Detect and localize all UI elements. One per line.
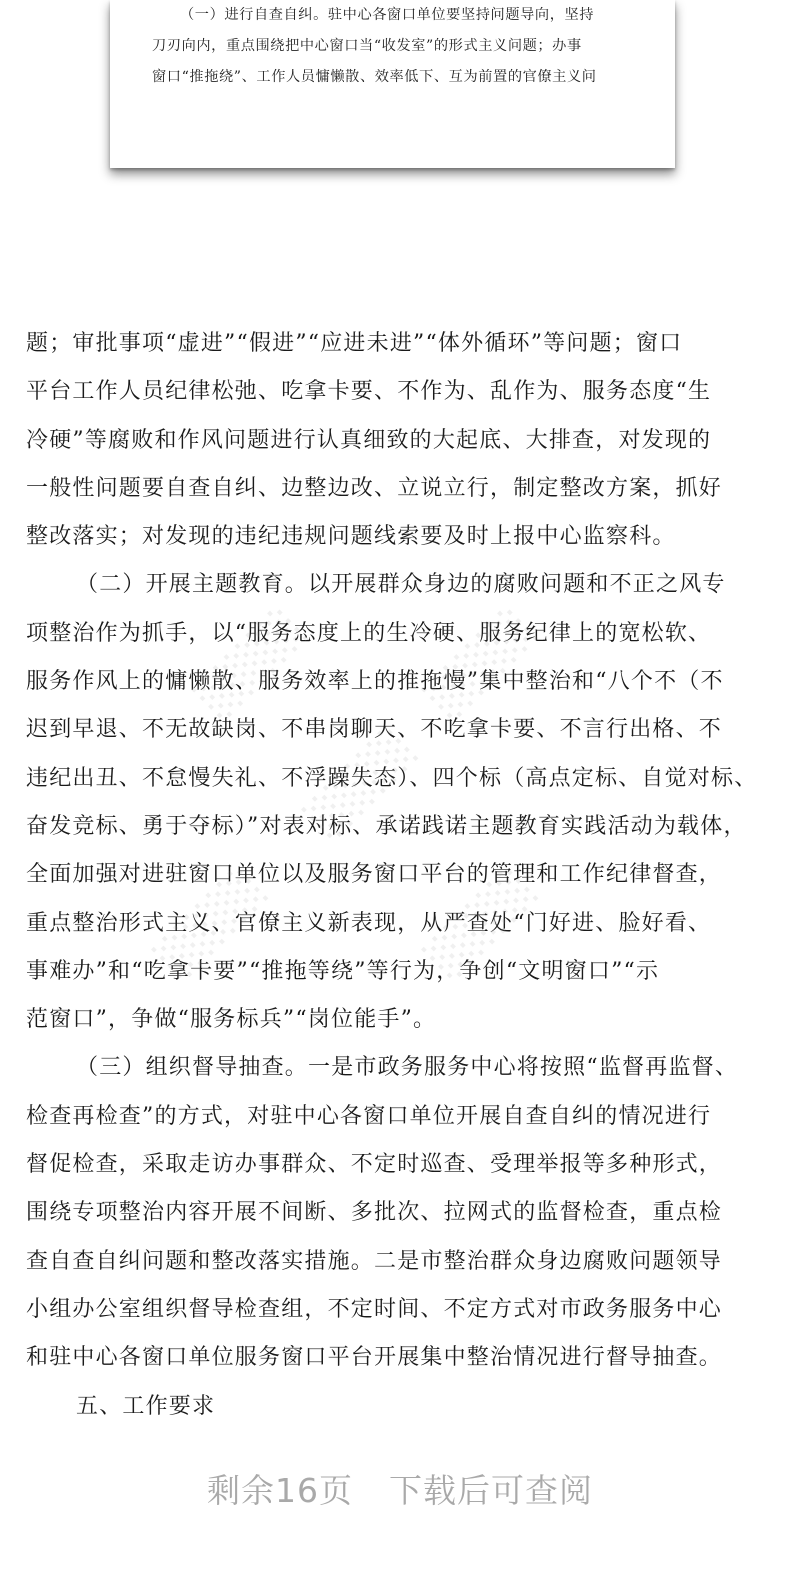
section-2-heading-line: （二）开展主题教育。以开展群众身边的腐败问题和不正之风专 — [76, 572, 726, 598]
previous-page-text — [152, 0, 632, 93]
body-line: 范窗口”，争做“服务标兵”“岗位能手”。 — [26, 1007, 437, 1033]
body-line: 冷硬”等腐败和作风问题进行认真细致的大起底、大排查，对发现的 — [26, 427, 712, 453]
watermark-graphic: ░░░░ — [151, 863, 272, 983]
remaining-pages-label: 剩余16页 — [207, 1471, 353, 1510]
body-line: 检查再检查”的方式，对驻中心各窗口单位开展自查自纠的情况进行 — [26, 1103, 712, 1129]
watermark-graphic: ░░░░ — [421, 863, 542, 983]
document-body — [26, 320, 771, 1431]
body-line: 迟到早退、不无故缺岗、不串岗聊天、不吃拿卡要、不言行出格、不 — [26, 717, 723, 743]
card-line: （一）进行自查自纠。驻中心各窗口单位要坚持问题导向，坚持 — [180, 7, 595, 23]
body-line: 项整治作为抓手，以“服务态度上的生冷硬、服务纪律上的宽松软、 — [26, 620, 712, 646]
card-line: 窗口“推拖绕”、工作人员慵懒散、效率低下、互为前置的官僚主义问 — [152, 69, 597, 85]
download-to-read-more-button[interactable] — [0, 1465, 800, 1512]
body-line: 服务作风上的慵懒散、服务效率上的推拖慢”集中整治和“八个不（不 — [26, 669, 724, 695]
card-line: 刀刃向内，重点围绕把中心窗口当“收发室”的形式主义问题；办事 — [152, 38, 582, 54]
body-line: 整改落实；对发现的违纪违规问题线索要及时上报中心监察科。 — [26, 524, 676, 550]
body-line: 查自查自纠问题和整改落实措施。二是市整治群众身边腐败问题领导 — [26, 1248, 723, 1274]
body-line: 事难办”和“吃拿卡要”“推拖等绕”等行为，争创“文明窗口”“示 — [26, 958, 660, 984]
section-5-heading: 五、工作要求 — [76, 1393, 216, 1419]
body-line: 一般性问题要自查自纠、边整边改、立说立行，制定整改方案，抓好 — [26, 475, 723, 501]
body-line: 题；审批事项“虚进”“假进”“应进未进”“体外循环”等问题；窗口 — [26, 331, 683, 356]
body-line: 重点整治形式主义、官僚主义新表现，从严查处“门好进、脸好看、 — [26, 910, 712, 936]
watermark-graphic: ░░░░ — [421, 603, 542, 723]
body-line: 围绕专项整治内容开展不间断、多批次、拉网式的监督检查，重点检 — [26, 1200, 723, 1226]
watermark-graphic: ░░░░ — [301, 723, 422, 843]
body-line: 全面加强对进驻窗口单位以及服务窗口平台的管理和工作纪律督查， — [26, 862, 723, 888]
body-line: 和驻中心各窗口单位服务窗口平台开展集中整治情况进行督导抽查。 — [26, 1345, 723, 1371]
section-3-heading-line: （三）组织督导抽查。一是市政务服务中心将按照“监督再监督、 — [76, 1055, 739, 1081]
body-line: 违纪出丑、不怠慢失礼、不浮躁失态）、四个标（高点定标、自觉对标、 — [26, 765, 758, 791]
body-line: 奋发竞标、勇于夺标）”对表对标、承诺践诺主题教育实践活动为载体， — [26, 813, 747, 839]
download-prompt-label: 下载后可查阅 — [389, 1471, 593, 1510]
previous-page-card — [110, 0, 675, 168]
body-line: 平台工作人员纪律松弛、吃拿卡要、不作为、乱作为、服务态度“生 — [26, 379, 712, 405]
watermark-graphic: ░░░░ — [191, 603, 312, 723]
body-line: 督促检查，采取走访办事群众、不定时巡查、受理举报等多种形式， — [26, 1152, 723, 1178]
body-line: 小组办公室组织督导检查组，不定时间、不定方式对市政务服务中心 — [26, 1296, 723, 1322]
